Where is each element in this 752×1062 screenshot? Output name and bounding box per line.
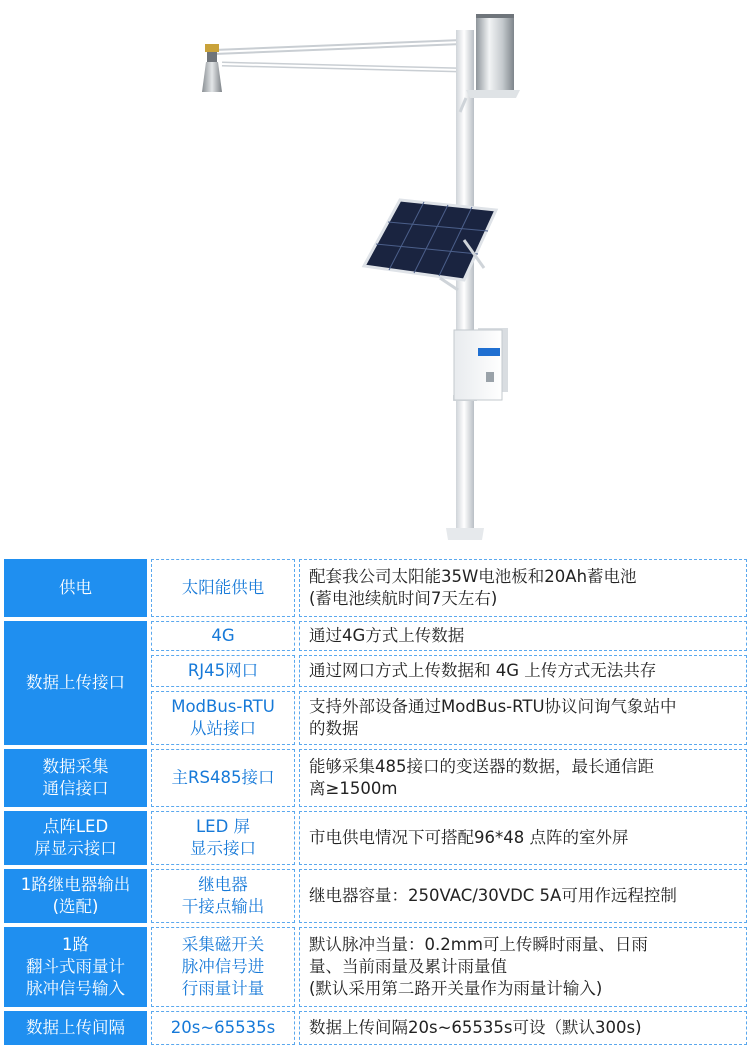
control-box bbox=[454, 328, 508, 400]
solar-panel bbox=[364, 200, 496, 290]
sensor-arm bbox=[214, 42, 462, 70]
spec-desc-modbus: 支持外部设备通过ModBus-RTU协议问询气象站中 的数据 bbox=[299, 691, 747, 745]
spec-desc-rs485: 能够采集485接口的变送器的数据，最长通信距 离≥1500m bbox=[299, 749, 747, 807]
spec-header-power: 供电 bbox=[4, 559, 147, 617]
spec-item-rs485: 主RS485接口 bbox=[151, 749, 295, 807]
spec-desc-relay: 继电器容量：250VAC/30VDC 5A可用作远程控制 bbox=[299, 869, 747, 923]
spec-desc-rj45: 通过网口方式上传数据和 4G 上传方式无法共存 bbox=[299, 655, 747, 687]
spec-header-upload-interval: 数据上传间隔 bbox=[4, 1011, 147, 1045]
spec-header-rain-gauge-input: 1路 翻斗式雨量计 脉冲信号输入 bbox=[4, 927, 147, 1007]
spec-item-modbus: ModBus-RTU 从站接口 bbox=[151, 691, 295, 745]
spec-item-solar-power: 太阳能供电 bbox=[151, 559, 295, 617]
spec-item-4g: 4G bbox=[151, 621, 295, 651]
spec-header-data-acquisition: 数据采集 通信接口 bbox=[4, 749, 147, 807]
spec-item-relay: 继电器 干接点输出 bbox=[151, 869, 295, 923]
spec-desc-led-display: 市电供电情况下可搭配96*48 点阵的室外屏 bbox=[299, 811, 747, 865]
spec-header-relay-output: 1路继电器输出 (选配) bbox=[4, 869, 147, 923]
spec-item-rj45: RJ45网口 bbox=[151, 655, 295, 687]
spec-desc-4g: 通过4G方式上传数据 bbox=[299, 621, 747, 651]
spec-item-upload-interval: 20s~65535s bbox=[151, 1011, 295, 1045]
spec-desc-pulse-signal: 默认脉冲当量：0.2mm可上传瞬时雨量、日雨 量、当前雨量及累计雨量值 (默认采用第二路开关量作为雨量计输入) bbox=[299, 927, 747, 1007]
spec-header-upload-interface: 数据上传接口 bbox=[4, 621, 147, 745]
spec-header-led-display: 点阵LED 屏显示接口 bbox=[4, 811, 147, 865]
spec-item-led-display: LED 屏 显示接口 bbox=[151, 811, 295, 865]
spec-item-pulse-signal: 采集磁开关 脉冲信号进 行雨量计量 bbox=[151, 927, 295, 1007]
spec-desc-solar-power: 配套我公司太阳能35W电池板和20Ah蓄电池 (蓄电池续航时间7天左右) bbox=[299, 559, 747, 617]
spec-desc-upload-interval: 数据上传间隔20s~65535s可设（默认300s) bbox=[299, 1011, 747, 1045]
cone-sensor bbox=[202, 44, 222, 92]
